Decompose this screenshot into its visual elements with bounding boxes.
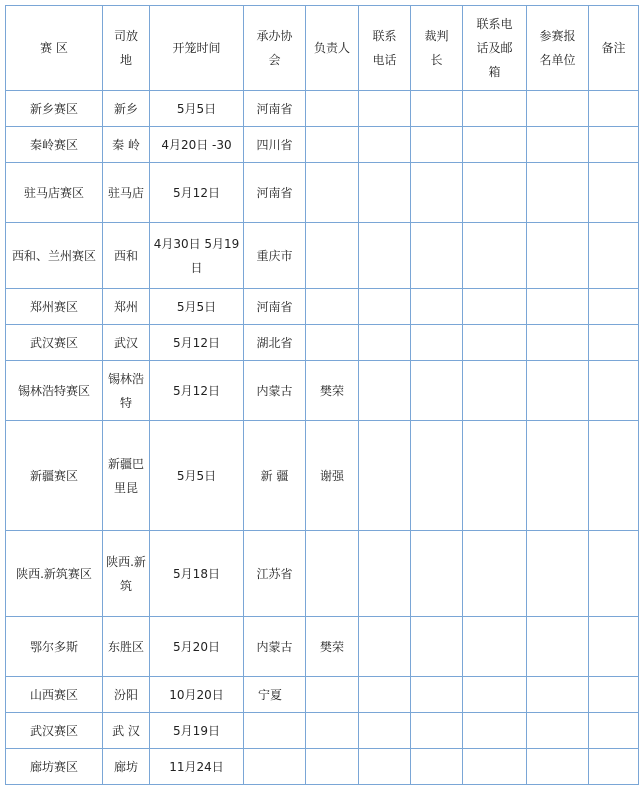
cell-release-site: 武汉 xyxy=(103,325,150,361)
cell-contact-phone xyxy=(359,749,411,785)
cell-release-site: 陕西.新筑 xyxy=(103,531,150,617)
cell-contact-phone xyxy=(359,163,411,223)
cell-registration-unit xyxy=(527,361,589,421)
cell-chief-referee xyxy=(411,531,463,617)
cell-registration-unit xyxy=(527,421,589,531)
cell-person-in-charge xyxy=(306,749,359,785)
cell-zone: 郑州赛区 xyxy=(6,289,103,325)
cell-release-time: 5月5日 xyxy=(150,91,244,127)
cell-registration-unit xyxy=(527,289,589,325)
cell-chief-referee xyxy=(411,223,463,289)
table-row xyxy=(6,289,639,325)
cell-person-in-charge xyxy=(306,325,359,361)
cell-chief-referee xyxy=(411,617,463,677)
cell-contact-phone xyxy=(359,713,411,749)
cell-chief-referee xyxy=(411,325,463,361)
cell-zone: 廊坊赛区 xyxy=(6,749,103,785)
cell-zone: 西和、兰州赛区 xyxy=(6,223,103,289)
cell-release-time: 11月24日 xyxy=(150,749,244,785)
cell-host-association: 内蒙古 xyxy=(244,617,306,677)
cell-host-association: 内蒙古 xyxy=(244,361,306,421)
cell-person-in-charge: 谢强 xyxy=(306,421,359,531)
table-row xyxy=(6,531,639,617)
cell-chief-referee xyxy=(411,421,463,531)
cell-remarks xyxy=(589,617,639,677)
cell-contact-phone xyxy=(359,421,411,531)
cell-chief-referee xyxy=(411,749,463,785)
cell-release-site: 汾阳 xyxy=(103,677,150,713)
table-container xyxy=(5,5,639,785)
header-phone-email: 联系电话及邮箱 xyxy=(463,6,527,91)
cell-phone-email xyxy=(463,531,527,617)
cell-host-association: 河南省 xyxy=(244,289,306,325)
cell-person-in-charge xyxy=(306,289,359,325)
cell-release-site: 新疆巴里昆 xyxy=(103,421,150,531)
cell-phone-email xyxy=(463,749,527,785)
cell-phone-email xyxy=(463,617,527,677)
cell-host-association: 河南省 xyxy=(244,91,306,127)
cell-host-association: 重庆市 xyxy=(244,223,306,289)
cell-person-in-charge xyxy=(306,223,359,289)
cell-release-time: 5月12日 xyxy=(150,361,244,421)
table-row xyxy=(6,361,639,421)
cell-release-site: 秦 岭 xyxy=(103,127,150,163)
cell-phone-email xyxy=(463,677,527,713)
cell-person-in-charge: 樊荣 xyxy=(306,617,359,677)
cell-release-site: 东胜区 xyxy=(103,617,150,677)
cell-host-association xyxy=(244,713,306,749)
header-remarks: 备注 xyxy=(589,6,639,91)
header-host-association: 承办协会 xyxy=(244,6,306,91)
cell-release-time: 4月20日 -30 xyxy=(150,127,244,163)
cell-host-association: 河南省 xyxy=(244,163,306,223)
cell-contact-phone xyxy=(359,325,411,361)
header-registration-unit: 参赛报名单位 xyxy=(527,6,589,91)
cell-person-in-charge xyxy=(306,91,359,127)
cell-release-site: 武 汉 xyxy=(103,713,150,749)
cell-person-in-charge xyxy=(306,531,359,617)
header-zone: 赛 区 xyxy=(6,6,103,91)
cell-registration-unit xyxy=(527,163,589,223)
table-row xyxy=(6,325,639,361)
cell-phone-email xyxy=(463,713,527,749)
cell-release-site: 郑州 xyxy=(103,289,150,325)
cell-remarks xyxy=(589,713,639,749)
cell-chief-referee xyxy=(411,91,463,127)
cell-zone: 鄂尔多斯 xyxy=(6,617,103,677)
cell-phone-email xyxy=(463,91,527,127)
cell-registration-unit xyxy=(527,127,589,163)
cell-release-time: 5月19日 xyxy=(150,713,244,749)
table-row xyxy=(6,163,639,223)
cell-chief-referee xyxy=(411,289,463,325)
cell-zone: 驻马店赛区 xyxy=(6,163,103,223)
cell-remarks xyxy=(589,677,639,713)
cell-zone: 锡林浩特赛区 xyxy=(6,361,103,421)
cell-release-site: 廊坊 xyxy=(103,749,150,785)
cell-remarks xyxy=(589,91,639,127)
cell-chief-referee xyxy=(411,677,463,713)
cell-contact-phone xyxy=(359,289,411,325)
cell-registration-unit xyxy=(527,677,589,713)
cell-zone: 武汉赛区 xyxy=(6,325,103,361)
cell-release-time: 5月5日 xyxy=(150,289,244,325)
cell-host-association: 宁夏 xyxy=(244,677,306,713)
cell-phone-email xyxy=(463,289,527,325)
cell-release-time: 5月20日 xyxy=(150,617,244,677)
cell-release-site: 新乡 xyxy=(103,91,150,127)
cell-person-in-charge: 樊荣 xyxy=(306,361,359,421)
table-row xyxy=(6,91,639,127)
cell-zone: 武汉赛区 xyxy=(6,713,103,749)
table-row xyxy=(6,421,639,531)
cell-phone-email xyxy=(463,127,527,163)
cell-remarks xyxy=(589,421,639,531)
header-chief-referee: 裁判长 xyxy=(411,6,463,91)
cell-zone: 新乡赛区 xyxy=(6,91,103,127)
cell-zone: 新疆赛区 xyxy=(6,421,103,531)
table-row xyxy=(6,223,639,289)
cell-release-site: 锡林浩特 xyxy=(103,361,150,421)
cell-remarks xyxy=(589,127,639,163)
table-row xyxy=(6,749,639,785)
cell-phone-email xyxy=(463,361,527,421)
cell-phone-email xyxy=(463,163,527,223)
cell-registration-unit xyxy=(527,617,589,677)
cell-remarks xyxy=(589,289,639,325)
cell-chief-referee xyxy=(411,163,463,223)
cell-release-time: 5月12日 xyxy=(150,163,244,223)
header-release-time: 开笼时间 xyxy=(150,6,244,91)
cell-contact-phone xyxy=(359,127,411,163)
cell-person-in-charge xyxy=(306,713,359,749)
table-row xyxy=(6,127,639,163)
cell-release-time: 10月20日 xyxy=(150,677,244,713)
cell-remarks xyxy=(589,361,639,421)
header-contact-phone: 联系电话 xyxy=(359,6,411,91)
cell-release-site: 西和 xyxy=(103,223,150,289)
cell-contact-phone xyxy=(359,91,411,127)
cell-release-time: 5月12日 xyxy=(150,325,244,361)
cell-registration-unit xyxy=(527,749,589,785)
cell-person-in-charge xyxy=(306,677,359,713)
cell-host-association: 江苏省 xyxy=(244,531,306,617)
cell-contact-phone xyxy=(359,531,411,617)
cell-release-time: 5月5日 xyxy=(150,421,244,531)
cell-remarks xyxy=(589,223,639,289)
cell-release-time: 5月18日 xyxy=(150,531,244,617)
cell-release-site: 驻马店 xyxy=(103,163,150,223)
cell-registration-unit xyxy=(527,713,589,749)
cell-host-association xyxy=(244,749,306,785)
cell-phone-email xyxy=(463,325,527,361)
table-row xyxy=(6,677,639,713)
cell-host-association: 湖北省 xyxy=(244,325,306,361)
cell-contact-phone xyxy=(359,677,411,713)
cell-registration-unit xyxy=(527,91,589,127)
cell-release-time: 4月30日 5月19日 xyxy=(150,223,244,289)
table-row xyxy=(6,617,639,677)
cell-host-association: 新 疆 xyxy=(244,421,306,531)
header-release-site: 司放地 xyxy=(103,6,150,91)
cell-zone: 秦岭赛区 xyxy=(6,127,103,163)
cell-person-in-charge xyxy=(306,163,359,223)
race-zone-table xyxy=(5,5,639,785)
cell-zone: 山西赛区 xyxy=(6,677,103,713)
cell-remarks xyxy=(589,325,639,361)
cell-contact-phone xyxy=(359,361,411,421)
cell-contact-phone xyxy=(359,617,411,677)
cell-registration-unit xyxy=(527,531,589,617)
table-row xyxy=(6,713,639,749)
cell-person-in-charge xyxy=(306,127,359,163)
cell-chief-referee xyxy=(411,713,463,749)
cell-registration-unit xyxy=(527,325,589,361)
cell-phone-email xyxy=(463,223,527,289)
cell-remarks xyxy=(589,531,639,617)
cell-zone: 陕西.新筑赛区 xyxy=(6,531,103,617)
cell-registration-unit xyxy=(527,223,589,289)
cell-chief-referee xyxy=(411,361,463,421)
cell-host-association: 四川省 xyxy=(244,127,306,163)
cell-phone-email xyxy=(463,421,527,531)
table-body xyxy=(6,91,639,785)
cell-remarks xyxy=(589,163,639,223)
header-person-in-charge: 负责人 xyxy=(306,6,359,91)
header-row xyxy=(6,6,639,91)
cell-chief-referee xyxy=(411,127,463,163)
cell-contact-phone xyxy=(359,223,411,289)
cell-remarks xyxy=(589,749,639,785)
